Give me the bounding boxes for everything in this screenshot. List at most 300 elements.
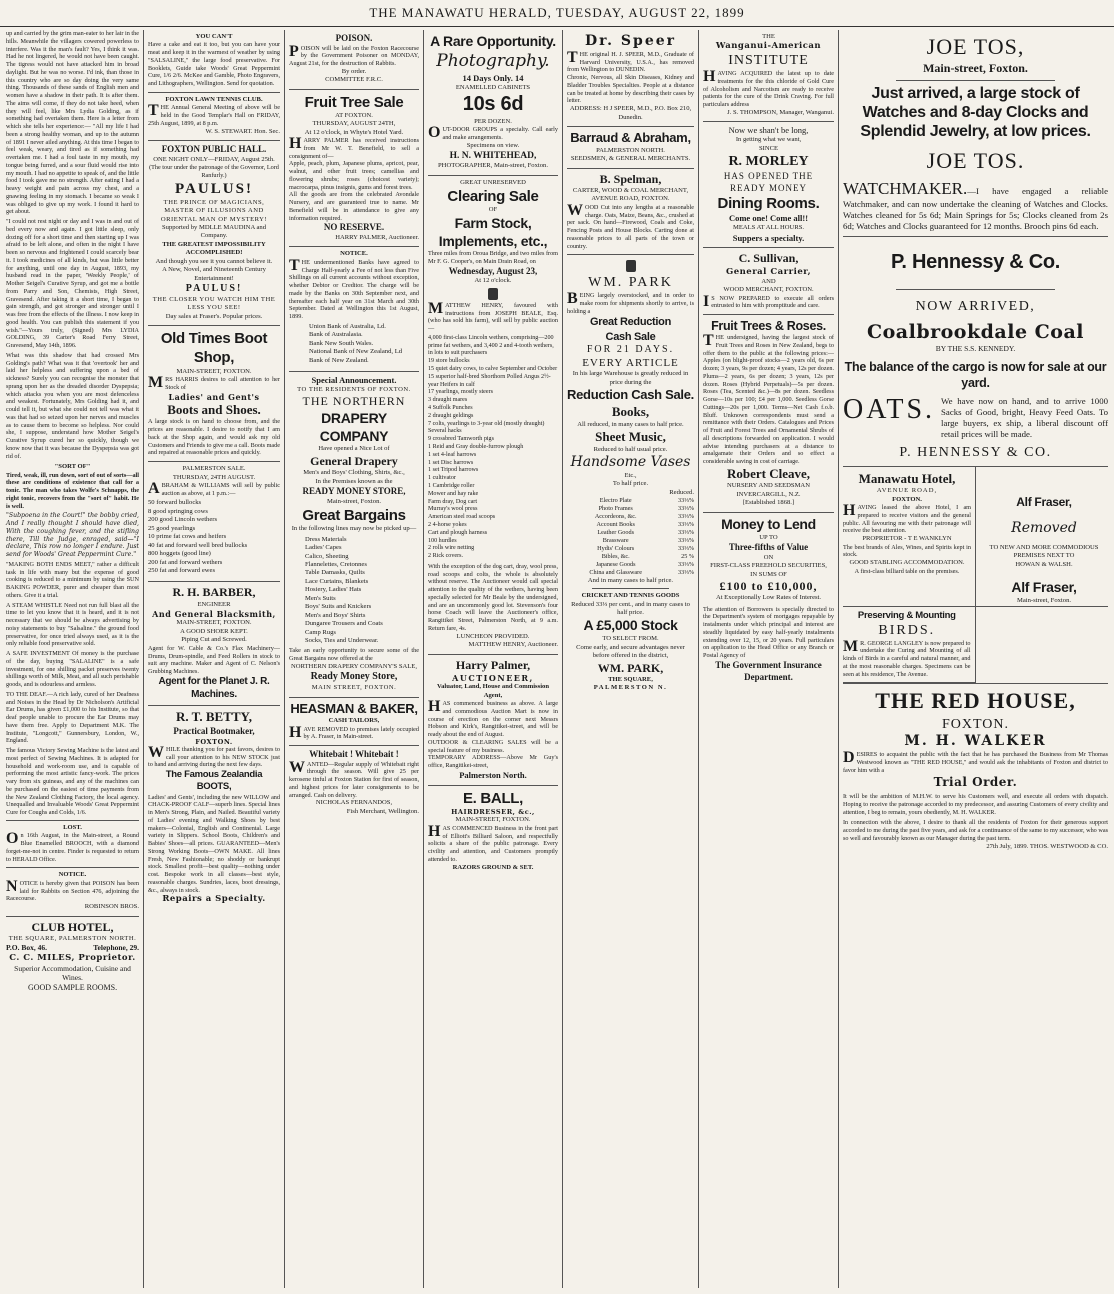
list-item: 25 good yearlings: [148, 524, 196, 532]
farm-items: [428, 335, 558, 561]
general-carrier: General Carrier,: [725, 266, 812, 277]
following-lines: In the following lines may now be picked up—: [291, 525, 417, 533]
ball-title: E. BALL,: [462, 789, 524, 807]
column-1: [2, 30, 143, 1288]
barraud-address: PALMERSTON NORTH.: [596, 146, 665, 154]
fraser-new: TO NEW AND MORE COMMODIOUS PREMISES NEXT TO: [989, 543, 1099, 560]
masthead: [0, 0, 1114, 27]
safe-investment: A SAFE INVESTMENT Of money is the purchase of the day, buying "SALALINE" is a safe investment, for one shilling packet preserves twenty shillings worth of Milk, Meat, and all such perishable goods, and is odourless and armless.: [6, 650, 139, 689]
zealandia-title: The Famous Zealandia BOOTS,: [165, 769, 263, 793]
tennis-club-ad: [148, 93, 280, 141]
hotel-foxton: FOXTON.: [892, 495, 922, 503]
story-text: up and carried by the grim man-eater to her lair in the hills. Meanwhile the villagers cowered powerless to interfere. Was it the man's fault? Yes, I think it was. Had he not lingered, he would not have been caught. The tigress would not have attacked him in broad daylight. But he was no worse. I'd ink, than those in this country who are so day doing the very same thing. Thousands of these sands of English men and women have a shadow in their path. It is after them. The aims will come, if they do not take heed, when they will feel, like Mrs Lydia Golding, as if something had overtaken them. Here is a letter from which she tells her experience:— "All my life I had been a strong healthy woman, and up to the autumn of 1891 I never ailed anything. At this time I began to feel weak, weary, and tired as if something had overtaken me. I had a foul taste in my mouth, my tongue being furred, and a sour fluid would rise into my mouth. I had no appetite to speak of, and the little food I took gave me no strength. After eating I had a heavy weight and pain across my chest, and a gnawing feeling in my stomach. I became so weak I was obliged to give up my work. I found it hard to get about.: [6, 30, 140, 216]
list-item: 2 draught geldings: [428, 412, 474, 419]
public-hall: FOXTON PUBLIC HALL.: [161, 144, 267, 155]
palmerston-north: Palmerston North.: [459, 769, 527, 780]
you-cant-ad: [148, 30, 280, 93]
banks-notice-text: THE undermentioned Banks have agreed to Charge Half-yearly a Fee of not less than Five Shillings on all current accounts without exception, whether Debtor or Creditor. The charge will be made by the Banks on 30th September next, and thereafter each half year on 31st March and 30th September. Dated at Wellington this 1st August, 1899.: [289, 256, 419, 321]
whitebait-ad: [289, 746, 419, 820]
half-price: To half price.: [612, 480, 649, 488]
up-to: UP TO: [759, 533, 778, 541]
clearing-sale: Clearing Sale: [447, 187, 539, 205]
table-row: Hydis' Colours 33⅓%: [597, 544, 694, 552]
column-4: [423, 30, 562, 1288]
enamelled-cabinets: ENAMELLED CABINETS: [455, 83, 531, 91]
list-item: 15 quiet dairy cows, to calve September and October: [428, 366, 558, 373]
exception: With the exception of the dog cart, dray, wool press, road scoops and colts, the whole is absolutely without reserve. The Auctioneer would call special attention to the quality of the wethers, having been specially selected for Mr Beale by the undersigned, and are an uncommonly good lot. Stevenson's four horse Coach will leave the Auctioneer's office, Rangitikei Street, Palmerston North, at 9 a.m. Return fare, 4s.: [428, 562, 558, 632]
palmerston-sale-date: THURSDAY, 24TH AUGUST.: [172, 473, 256, 481]
list-item: 15 superior half-bred Shorthorn Polled Angus 2½-year Heifers in calf: [428, 373, 551, 388]
first-class: FIRST-CLASS FREEHOLD SECURITIES,: [710, 562, 827, 570]
list-item: 1 Reid and Gray double-furrow plough: [428, 444, 524, 451]
speer-text: THE original H. J. SPEER, M.D., Graduate of Harvard University, U.S.A., has removed from Wellington to DUNEDIN.: [567, 48, 694, 74]
fraser-title: Alf Fraser,: [1016, 494, 1072, 509]
wm-park: WM. PARK: [588, 275, 673, 291]
fraser-ad: [976, 467, 1108, 606]
column-3: [284, 30, 423, 1288]
greatest-subtitle: And though you see it you cannot believe it.: [155, 257, 273, 265]
sullivan-title: C. Sullivan,: [738, 251, 799, 266]
list-item: Union Bank of Australia, Ld.: [309, 322, 386, 330]
list-item: Men's Suits: [305, 594, 336, 602]
column-6: [698, 30, 838, 1288]
table-row: Japanese Goods 33⅓%: [595, 560, 694, 568]
established: [Established 1868.]: [742, 499, 795, 507]
column-2: [143, 30, 284, 1288]
hotel-avenue: AVENUE ROAD,: [876, 487, 938, 495]
you-cant-title: YOU CAN'T: [195, 33, 233, 40]
zealandia-text: Ladies' and Gents', including the new WILLOW and CHACK-PROOF CALF—superb lines. Special lines in Men's Strong, Plain, and Nailed. Beautiful variety of Ladies' evening and Walking Shoes by best makers—Colonial, English and Continental. Large variety in Slippers. School Boots, Children's and Babies' Shoes—all prices. GUARANTEED—Men's Strong Working Boots—OWN MAKE. All lines Fresh, New Fashionable; no shoddy or bankrupt stock. Smallest profit—best quality—nothing under cost. Bespoke work in all classes—best style, reasonable charges. Sundries, laces, boot dressings, &c., always in stock.: [148, 793, 280, 894]
list-item: Cart and plough harness: [428, 529, 488, 536]
fruit-tree-venue: At 12 o'clock, in Whyte's Hotel Yard.: [304, 128, 404, 136]
list-item: 40 fat and forward well bred bullocks: [148, 541, 248, 549]
poison-ad: [289, 30, 419, 90]
club-hotel-address: THE SQUARE, PALMERSTON NORTH.: [8, 934, 137, 942]
three-fifths: Three-fifths of Value: [728, 542, 809, 553]
list-item: Mower and hay rake: [428, 490, 479, 497]
take-opportunity: Take an early opportunity to secure some of the Great Bargains now offered at the: [289, 647, 419, 663]
goods-list: [289, 536, 419, 646]
greatest-impossibility: THE GREATEST IMPOSSIBILITY ACCOMPLISHED!: [162, 240, 266, 257]
special-announcement: Special Announcement.: [311, 374, 397, 385]
paulus-ad: [148, 141, 280, 326]
boot-shop-sub: Ladies' and Gent's: [168, 391, 260, 402]
thompson: J. S. THOMPSON, Manager, Wanganui.: [727, 108, 834, 116]
for-21-days: FOR 21 DAYS.: [586, 343, 675, 355]
notice-text: NOTICE is hereby given that POISON has been laid for Rabbits on Section 476, adjoining the Racecourse.: [6, 877, 139, 903]
list-item: Boys' Suits and Knickers: [305, 603, 372, 611]
fish-merchant: Fish Merchant, Wellington.: [346, 807, 419, 815]
boots-and-shoes: Boots and Shoes.: [167, 401, 261, 417]
mens-clothing: Men's and Boys' Clothing, Shirts, &c.,: [303, 469, 405, 477]
hotel-proprietor: PROPRIETOR - T E WANKLYN: [862, 535, 952, 543]
barber-address: MAIN-STREET, FOXTON.: [176, 619, 252, 627]
tree-list: Apple, peach, plum, Japanese plums, apricot, pear, walnut, and other fruit trees; camellias and flowering shrubs; roses (choicest variety); macrocarpa, pinus insignis, gums and forest trees.: [289, 160, 419, 191]
barraud-ad: [567, 127, 694, 169]
days-only: 14 Days Only. 14: [462, 72, 524, 83]
come-one: Come one! Come all!!: [728, 213, 809, 224]
list-item: Dress Materials: [305, 535, 347, 543]
drapery-ad: [289, 372, 419, 698]
planet-agent: Agent for the Planet J. R. Machines.: [158, 675, 270, 700]
list-item: National Bank of New Zealand, Ld: [309, 348, 403, 356]
institute-text: HAVING ACQUIRED the latest up to date treatments for the this chloride of Gold Cure of Alcoholism and Narcotism are ready to receive patients for the cure of the Drink Craving. For full particulars address: [703, 68, 834, 109]
one-night: ONE NIGHT ONLY—FRIDAY, August 25th.: [153, 155, 275, 163]
list-item: Murray's wool press: [428, 506, 478, 513]
banks-notice-title: NOTICE.: [340, 250, 368, 258]
fraser-address: Main-street, Foxton.: [1016, 597, 1072, 605]
now-arrived: NOW ARRIVED,: [915, 299, 1036, 315]
paulus-subtitle: THE PRINCE OF MAGICIANS, MASTER OF ILLUSIONS AND ORIENTAL MAN OF MYSTERY!: [160, 198, 268, 223]
harry-palmer-text: HARRY PALMER has received instructions from Mr W. T. Benefield, to sell a consignment of—: [289, 135, 419, 160]
boot-shop-title: Old Times Boot Shop,: [160, 330, 268, 367]
hotel-ad: [843, 467, 976, 606]
list-item: 2 Rick covers.: [428, 553, 464, 560]
money-lend-ad: [703, 513, 834, 687]
barber-piping: Piping Cut and Screwed.: [181, 636, 247, 644]
specimens: Specimens on view.: [466, 141, 520, 149]
great-bargains: Great Bargains: [302, 507, 406, 525]
whitehead: H. N. WHITEHEAD,: [449, 150, 537, 161]
preserving-title: Preserving & Mounting: [857, 609, 956, 621]
club-hotel-accommodation: Superior Accommodation, Cuisine and Wines.: [14, 963, 131, 983]
harry-palmer-ad: [428, 655, 558, 786]
boot-shop-text: MRS HARRIS desires to call attention to her Stock of: [148, 374, 280, 391]
list-item: Camp Rugs: [305, 628, 336, 636]
meals: MEALS AT ALL HOURS.: [732, 224, 805, 232]
desires: DESIRES to acquaint the public with the fact that he has purchased the Business from Mr Thomas Westwood known as "THE RED HOUSE," and would ask the inhabitants of Foxton and district to favor him with a: [843, 749, 1108, 774]
langley-ad: [843, 607, 976, 684]
and: AND: [761, 277, 776, 285]
day-sales: Day sales at Fraser's. Popular prices.: [165, 312, 263, 320]
ball-address: MAIN-STREET, FOXTON.: [455, 816, 531, 824]
ball-ad: [428, 786, 558, 876]
palmerston-n: PALMERSTON N.: [593, 684, 668, 692]
goods-grown: All the goods are from the celebrated Avondale Nursery, and are guaranteed true to name. Mr Benefield will be in attendance to give any information required.: [289, 191, 419, 222]
list-item: Lace Curtains, Blankets: [305, 577, 369, 585]
table-row: Photo Frames 33⅓%: [598, 505, 694, 513]
nursery: NURSERY AND SEEDSMAN: [727, 482, 810, 490]
barraud-title: Barraud & Abraham,: [570, 130, 691, 146]
red-house-ad: [843, 683, 1108, 855]
joe-tos-address: Main-street, Foxton.: [923, 61, 1028, 76]
fruit-tree-date: THURSDAY, AUGUST 24TH,: [312, 120, 396, 128]
of: OF: [488, 206, 498, 214]
fruit-tree-title: Fruit Tree Sale: [304, 93, 404, 111]
betty-ad: [148, 706, 280, 909]
handsome-vases: Handsome Vases: [570, 454, 691, 471]
list-item: 19 store bullocks: [428, 358, 470, 365]
reduced-33: Reduced 33⅓ per cent., and in many cases to half price.: [571, 600, 690, 616]
ready-money: READY MONEY: [730, 182, 807, 193]
wednesday: Wednesday, August 23,: [448, 265, 538, 276]
premises: In the Premises known as the: [315, 477, 393, 485]
large-warehouse: In his large Warehouse is greatly reduced in price during the: [572, 370, 689, 386]
barber-engineer: ENGINEER: [197, 600, 231, 608]
column-5: [562, 30, 698, 1288]
auctioneer: HARRY PALMER, Auctioneer.: [335, 233, 419, 241]
table-row: Brassware 33⅓%: [602, 536, 694, 544]
poison-text: POISON will be laid on the Foxton Racecourse by the Government Poisoner on MONDAY, August 21st, for the destruction of Rabbits.: [289, 42, 419, 68]
watchmaker-para: [843, 178, 1108, 232]
drapery-address: Main-street, Foxton.: [326, 497, 382, 505]
since: SINCE: [758, 144, 779, 152]
has-opened: HAS OPENED THE: [723, 171, 814, 182]
avenue: AVENUE ROAD, FOXTON.: [591, 195, 670, 203]
paulus-repeat: PAULUS!: [185, 283, 243, 295]
betty-title: R. T. BETTY,: [176, 709, 252, 725]
reduction-table: [567, 497, 694, 576]
harry-palmer-has: HAS commenced business as above. A large and commodious Auction Mart is now in course of erection on the corner next Messrs Hobson and Kirk's, Rangitikei-street, and will be ready about the end of August.: [428, 698, 558, 739]
list-item: 250 fat and forward ewes: [148, 566, 216, 574]
list-item: Dungaree Trousers and Coats: [305, 620, 383, 628]
sort-of-title: "SORT OF": [54, 463, 91, 471]
institute: INSTITUTE: [728, 53, 809, 69]
now-we: Now we shan't be long,: [728, 125, 809, 136]
masthead-title: THE MANAWATU HERALD, TUESDAY, AUGUST 22, 1899: [369, 5, 745, 20]
ready-money-store: READY MONEY STORE,: [302, 486, 406, 497]
list-item: 3 draught mares: [428, 397, 468, 404]
list-item: Men's and Boys' Shirts: [305, 611, 366, 619]
oats: OATS.: [843, 393, 936, 425]
wood-merchant: WOOD MERCHANT, FOXTON.: [723, 286, 814, 294]
westwood: 27th July, 1899. THOS. WESTWOOD & CO.: [986, 842, 1108, 850]
split-row: [843, 467, 1108, 607]
list-item: Bank of Australasia.: [309, 331, 363, 339]
heasman-ad: [289, 698, 419, 747]
supported-by: Supported by MDLLE MAUDINA and Company.: [161, 224, 267, 240]
the-square: THE SQUARE,: [608, 676, 653, 683]
books: Books,: [611, 403, 650, 419]
tennis-title: FOXTON LAWN TENNIS CLUB.: [165, 95, 263, 103]
list-item: Table Damasks, Quilts: [305, 569, 365, 577]
ambition: It will be the ambition of M.H.W. to serve his Customers well, and execute all orders with dispatch. Hoping to receive the patronage accorded to my predecessor, and assuring Customers of every civility and attention, I beg to remain, yours obediently, M. H. WALKER.: [843, 793, 1108, 816]
lost-text: On 16th August, in the Main-street, a Round Blue Enamelled BROOCH, with a diamond forget-me-not in centre. Finder is requested to return to HERALD Office.: [6, 830, 139, 863]
drapery-address-2: MAIN STREET, FOXTON.: [311, 684, 397, 692]
farm-stock: Farm Stock, Implements, etc.,: [438, 214, 548, 249]
barber-agent: Agent for W. Cable & Co.'s Flax Machinery—Drums, Drum-spindle, and Feed Rollers in stock to suit any machine. Maker and Agent of C. Nelson's Grubbing Machines.: [148, 644, 280, 676]
paulus-title: PAULUS!: [175, 180, 253, 197]
wanganui-american: Wanganui-American: [715, 41, 822, 52]
heasman-removed: HAVE REMOVED to premises lately occupied by A. Fraser, in Main-street.: [289, 723, 419, 741]
spelman-text: WOOD Cut into any lengths at a reasonable charge. Oats, Maize, Beans, &c., crushed at per sack. On hand—Firewood, Coals and Coke, Fencing Posts and House Blocks. Carting done at reasonable prices to all parts of the town or country.: [567, 201, 694, 250]
balance: The balance of the cargo is now for sale at our yard.: [844, 359, 1107, 390]
table-row: Bibles, &c. 25 %: [601, 552, 694, 560]
getting: In getting what we want,: [735, 136, 802, 144]
in-sums: IN SUMS OF: [750, 570, 787, 578]
walker: M. H. WALKER: [904, 733, 1047, 750]
notice-title: NOTICE.: [58, 871, 87, 879]
three-miles: Three miles from Oroua Bridge, and two miles from Mr F. G. Cooper's, on Main Drain Road, on: [428, 250, 558, 266]
list-item: 2 rolls wire netting: [428, 545, 475, 552]
fruit-roses-text: THE undersigned, having the largest stock of Fruit Trees and Roses in New Zealand, begs to offer them to the public at the following prices:— Apples (on blight-proof stocks—2 years old, 6s per dozen; 3 years, 9s per dozen; 4 years, 12s per dozen. Plums—2 years, 6s per dozen; 3 years, 12s per dozen. Roses (Hybrid Perpetuals)—5s per dozen. Roses (Tea, Scented &c.)—8s per dozen. Seedless Gorse—10s per 100; £4 per 1,000. Seedless Gorse Cuttings—20s per 1,000. Terms—Net Cash f.o.b. Bluff. Unknown correspondents must send a remittance with their Orders. Catalogues and Prices of Fruit and Forest Trees and Ornamental Shrubs of all descriptions forwarded on application. I would advise intending purchasers at a distance to amalgamate their Orders and so effect a considerable saving in cost of carriage.: [703, 332, 834, 466]
the: THE: [762, 33, 775, 40]
coalbrookdale: Coalbrookdale Coal: [867, 320, 1084, 343]
photography-ad: [428, 30, 558, 176]
hennessy-ad: [843, 237, 1108, 466]
interest-rates: At Exceptionally Low Rates of Interest.: [715, 594, 822, 602]
kennedy: BY THE S.S. KENNEDY.: [935, 344, 1016, 354]
list-item: Calico, Sheeting: [305, 552, 349, 560]
speer-title: Dr. Speer: [584, 33, 677, 49]
no-reserve: NO RESERVE.: [323, 222, 385, 233]
betty-address: FOXTON.: [195, 737, 233, 746]
barber-title: R. H. BARBER,: [172, 585, 256, 600]
great-unreserved: GREAT UNRESERVED: [460, 178, 526, 186]
barber-ad: [148, 582, 280, 706]
to-select: TO SELECT FROM.: [602, 635, 659, 643]
wm-park-2: WM. PARK,: [597, 660, 664, 675]
boot-shop-address: MAIN-STREET, FOXTON.: [176, 367, 252, 375]
abraham-williams-text: ABRAHAM & WILLIAMS will sell by public auction as above, at 1 p.m.:—: [148, 479, 280, 497]
fraser-2: Alf Fraser,: [1011, 579, 1077, 596]
poison-order: By order.: [341, 67, 367, 75]
story-text-2: "I could not rest night or day and I was in and out of bed every now and again. I got little sleep, only dozing off for a short time and then starting up I was afraid to be left alone, and often in the night I have been so nervous and frightened I could scarcely bear it. I took medicines of all kinds, but was little better for anything, until one day in August, 1893, my husband read in the paper, 'Weekly People,' of Mother Seigel's Curative Syrup, and got me a bottle from Parry and Son, Chemists, High Street, Gravesend. After taking it a short time, I began to gain strength, and got stronger and stronger until I was free from the effects of the illness. I now keep in good health. You can publish this statement if you wish."—Yours truly, (Signed) Mrs LYDIA GOLDING, 39 Carter's Road Ferry Street, Gravesend, May 14th, 1896.: [6, 218, 139, 349]
banks-list: [289, 323, 419, 365]
fraser-removed: Removed: [1011, 520, 1077, 537]
list-item: 100 hurdles: [428, 537, 457, 544]
money-to-lend: Money to Lend: [721, 515, 816, 532]
matthew-henry-text: MATTHEW HENRY, favoured with instructions from JOSEPH BEALE, Esq. (who has sold his farm), will sell by public auction—: [428, 299, 558, 333]
reduction-cash-sale: Reduction Cash Sale.: [567, 387, 694, 403]
residents: TO THE RESIDENTS OF FOXTON.: [297, 385, 411, 393]
boot-shop-ad: [148, 326, 280, 462]
come-early: Come early, and secure advantages never before offered in the district,: [576, 643, 685, 660]
palmerston-sale-title: PALMERSTON SALE.: [182, 465, 246, 473]
photo-price: 10s 6d: [462, 92, 524, 115]
hand-pointer-icon: [626, 260, 636, 272]
fruit-tree-location: AT FOXTON.: [335, 111, 373, 119]
list-item: 1 cultivator: [428, 475, 456, 482]
harry-palmer-auctioneer: AUCTIONEER,: [452, 672, 534, 683]
boot-shop-more: A large stock is on hand to choose from, and the prices are reasonable. I desire to notify that I am back at the Shop again, and would ask my old Customers and Friends to give me a call. Boots made and repaired at reasonable prices and quickly.: [148, 418, 280, 457]
valuator: Valuator, Land, House and Commission Agent,: [436, 683, 549, 699]
half-usual: Reduced to half usual price.: [593, 445, 668, 453]
hennessy-sig: P. HENNESSY & CO.: [899, 444, 1052, 460]
speer-ad: [567, 30, 694, 127]
list-item: Socks, Ties and Underwear.: [305, 636, 379, 644]
list-item: 8 good springing cows: [148, 507, 208, 515]
stock-list: [148, 499, 280, 575]
list-item: 200 good Lincoln wethers: [148, 516, 218, 524]
photography-title: Photography.: [436, 50, 550, 71]
table-row: Account Books 33⅓%: [596, 521, 694, 529]
list-item: Several hacks: [428, 428, 462, 435]
every-article: EVERY ARTICLE: [582, 357, 679, 370]
repairs-specialty: Repairs a Specialty.: [162, 894, 266, 905]
making-ends-meet: "MAKING BOTH ENDS MEET," rather a difficult task in life with many but the expense of good cooking is reduced to a minimum by using the SUN BAKING POWDER, purer and cheaper than most others. Give it a trial.: [6, 560, 139, 599]
you-cant-text: Have a cake and eat it too, but you can have your meat and keep it in the warmest of weather by using "SALSALINE," the large food preservative. For Booklets, Guide take Woods' Great Peppermint Cure, 1/6 2/6. McKee and Gamble, Photo Engravers, and Lithographers, Wellington. Send for quotation.: [148, 41, 280, 88]
list-item: 4 Suffolk Punches: [428, 405, 473, 412]
speer-address: ADDRESS: H J SPEER, M.D., P.O. Box 210, Dunedin.: [569, 105, 692, 121]
birds: BIRDS.: [878, 622, 936, 638]
notice-signature: ROBINSON BROS.: [84, 903, 139, 911]
list-item: 200 fat and forward wethers: [148, 558, 223, 566]
red-house-title: THE RED HOUSE,: [875, 688, 1076, 714]
tennis-signature: W. S. STEWART. Hon. Sec.: [205, 127, 280, 135]
cricket-tennis: CRICKET AND TENNIS GOODS: [581, 592, 680, 600]
list-item: 2 4-horse yokes: [428, 521, 467, 528]
reduced-heading: Reduced.: [669, 488, 694, 496]
hotel-text: HAVING leased the above Hotel, I am prepared to receive visitors and the general public. All favouring me with their patronage will receive the best attention.: [843, 502, 971, 535]
list-item: 9 crossbred Tamworth pigs: [428, 436, 494, 443]
rare-opportunity: A Rare Opportunity.: [430, 33, 556, 49]
club-hotel-ad: [6, 917, 139, 998]
temporary-address: TEMPORARY ADDRESS—Above Mr Guy's office, Rangitikei-street,: [428, 754, 558, 770]
notice-ad: [6, 868, 139, 916]
club-hotel-proprietor: C. C. MILES, Proprietor.: [9, 952, 136, 963]
list-item: Hosiery, Ladies' Hats: [305, 586, 362, 594]
club-hotel-rooms: GOOD SAMPLE ROOMS.: [27, 982, 118, 992]
list-item: Farm dray, Dog cart: [428, 498, 478, 505]
stock-5000: A £5,000 Stock: [583, 617, 678, 634]
novel-entertainment: A New, Novel, and Nineteenth Century Entertainment!: [162, 266, 266, 282]
list-item: 50 forward bullocks: [148, 499, 202, 507]
verse: "Subpoena in the Court!" the bobby cried, And I really thought I should have died, With the coughing fever, and the stifling there, Till the Judge, enraged, said—"I declare, This row no longer I endure. Just send for Woods' Great Peppermint Cure.": [6, 512, 139, 559]
list-item: 1 Cambridge roller: [428, 483, 475, 489]
borrowers: The attention of Borrowers is specially directed to the Department's system of mortgages repayable by instalments under which principal and interest are steadily liquidated by easy half-yearly instalments extending over 12, 15, or 20 years. Full particulars on application to the Head Office or any Branch or Postal Agency of: [703, 605, 834, 660]
sullivan-ad: [703, 248, 834, 315]
photographer: PHOTOGRAPHER, Main-street, Foxton.: [438, 162, 548, 170]
cash-tailors: CASH TAILORS,: [328, 717, 380, 725]
just-arrived: Just arrived, a large stock of Watches and 8-day Clocks and Splendid Jewelry, at low prices.: [860, 84, 1091, 140]
sewing-machine: The famous Victory Sewing Machine is the latest and most perfect of Sewing Machines. It is adapted for household and work-room use, and is capable of performing the most artistic fancy-work. The prices vary from six guineas, and any of the machines can be purchased on the easiest of time payments from the New Zealand Clothing Factory, the local agency. Unequalled and Invaluable Woods' Great Peppermint Cure for Coughs and Colds, 1/6.: [6, 747, 139, 817]
outdoor-groups: OUT-DOOR GROUPS a specialty. Call early and make arrangements.: [428, 124, 558, 141]
suppers: Suppers a specialty.: [732, 232, 805, 243]
hotel-stabling: GOOD STABLING ACCOMMODATION.: [849, 559, 965, 567]
betty-practical: Practical Bootmaker,: [173, 725, 255, 736]
luncheon: LUNCHEON PROVIDED.: [456, 632, 530, 640]
cash-sale: Cash Sale: [605, 330, 656, 343]
club-hotel-telephone: Telephone, 29.: [93, 943, 139, 953]
govt-insurance: The Government Insurance Department.: [715, 659, 822, 682]
ball-text: HAS COMMENCED Business in the front part of Elliott's Billiard Saloon, and respectfully solicits a share of the public patronage. Every civility and attention, and Customers promptly attended to.: [428, 822, 558, 863]
list-item: 10 prime fat cows and heifers: [148, 533, 227, 541]
poison-committee: COMMITTEE F.R.C.: [325, 76, 383, 84]
watchmaker: WATCHMAKER.: [843, 179, 968, 199]
palmerston-sale-ad: [148, 462, 280, 582]
many-cases: And in many cases to half price.: [587, 576, 674, 584]
loan-amount: £100 to £10,000,: [719, 578, 818, 593]
cleave-title: Robert Cleave,: [726, 465, 811, 481]
institute-ad: [703, 30, 834, 122]
per-dozen: PER DOZEN.: [474, 117, 512, 125]
chronic: Chronic, Nervous, all Skin Diseases, Kidney and Bladder Troubles Specialties. People at a distance can be treated at home by describing their cases by letter.: [567, 74, 694, 105]
table-row: China and Glassware 33⅓%: [589, 568, 694, 576]
red-house-foxton: FOXTON.: [941, 716, 1010, 732]
whitebait-text: WANTED—Regular supply of Whitebait right through the season. Will give 25 per kerosene tinful at Foxton Station for first of season, and highest prices for later consignments to be arranged. Cash on delivery.: [289, 758, 419, 799]
list-item: Bank of New Zealand.: [309, 356, 369, 364]
hotel-brands: The best brands of Ales, Wines, and Spirits kept in stock.: [843, 543, 971, 559]
opened: Have opened a Nice Lot of: [318, 445, 390, 453]
list-item: Bank New South Wales.: [309, 339, 374, 347]
list-item: 800 hoggets (good line): [148, 550, 211, 558]
steam-whistle: A STEAM WHISTLE Need not run full blast all the time to let you know that it is heard, and it is not necessary that we should be always advertising by noisy statements to buy "Salsaline." the ground food preservative, for once tried always used, as it is the only reliable food preservative sold.: [6, 601, 139, 648]
being-overstocked: BEING largely overstocked, and in order to make room for shipments shortly to arrive, is holding a: [567, 290, 694, 315]
spelman-ad: [567, 169, 694, 256]
column-7: [838, 30, 1112, 1288]
langley-text: MR. GEORGE LANGLEY is now prepared to undertake the Curing and Mounting of all kinds of Birds in a careful and natural manner, and at the most reasonable charges. Specimens can be seen at his residence, The Avenue.: [843, 637, 971, 678]
great-reduction: Great Reduction: [589, 316, 672, 329]
etc: Etc.,: [624, 471, 637, 479]
to-the-deaf: TO THE DEAF.—A rich lady, cured of her Deafness and Noises in the Head by Dr Nicholson's Artificial Ear Drums, has given £1,000 to his Institute, so that deaf people unable to procure the Ear Drums may have them free. Apply to Department M.K. The Institute, "Longcott," Gunnersbury, London, W., England.: [6, 690, 139, 745]
dining-rooms: Dining Rooms.: [717, 195, 820, 213]
heasman-title: HEASMAN & BAKER,: [290, 700, 418, 716]
hennessy-title: P. Hennessy & Co.: [890, 251, 1061, 274]
list-item: 4,000 first-class Lincoln wethers, comprising—200 prime fat wethers, and 3,400 2 and 4-tooth wethers, in lots to suit purchasers: [428, 334, 554, 357]
table-row: Accordeons, &c. 33⅓%: [594, 513, 694, 521]
list-item: 17 yearlings, mostly steers: [428, 389, 493, 396]
